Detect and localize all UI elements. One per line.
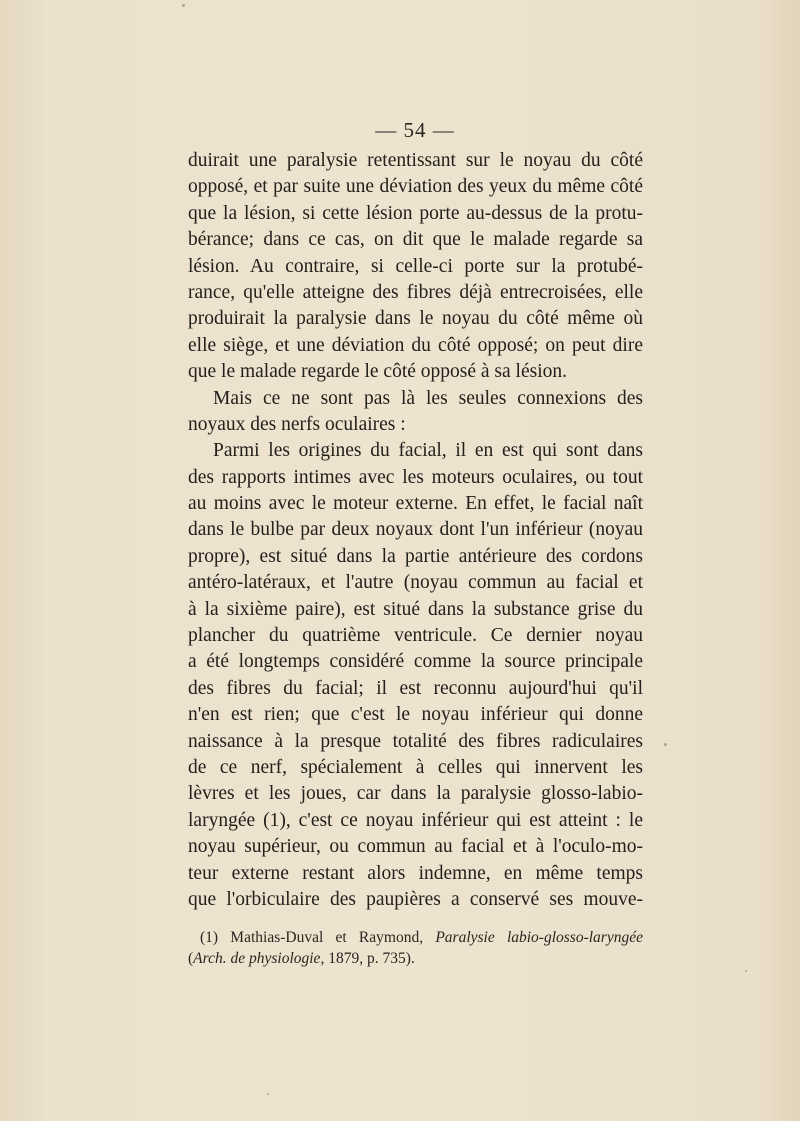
- text-line: dans le bulbe par deux noyaux dont l'un inférieur (noyau: [188, 519, 643, 541]
- paper-speck: [182, 4, 185, 7]
- text-line: n'en est rien; que c'est le noyau inférieur qui donne: [188, 704, 643, 726]
- text-line: teur externe restant alors indemne, en même temps: [188, 862, 643, 884]
- footnote-paren: (: [188, 950, 194, 967]
- footnote-citation: , 1879, p. 735).: [320, 950, 415, 967]
- text-line: que l'orbiculaire des paupières a conservé ses mouve-: [188, 888, 643, 910]
- text-line: à la sixième paire), est situé dans la substance grise du: [188, 598, 643, 620]
- text-line: rance, qu'elle atteigne des fibres déjà entrecroisées, elle: [188, 281, 643, 303]
- footnote-authors: (1) Mathias-Duval et Raymond,: [200, 929, 436, 946]
- text-line: Mais ce ne sont pas là les seules connexions des: [213, 387, 643, 409]
- footnote: [188, 927, 643, 969]
- text-line: noyaux des nerfs oculaires :: [188, 413, 406, 435]
- footnote-line: [188, 927, 643, 948]
- text-line: a été longtemps considéré comme la source principale: [188, 651, 643, 673]
- page-number: — 54 —: [375, 118, 455, 142]
- text-line: au moins avec le moteur externe. En effet, le facial naît: [188, 493, 643, 515]
- paper-speck: [745, 970, 747, 972]
- text-line: elle siège, et une déviation du côté opposé; on peut dire: [188, 334, 643, 356]
- text-line: Parmi les origines du facial, il en est qui sont dans: [213, 440, 643, 462]
- text-line: propre), est situé dans la partie antérieure des cordons: [188, 545, 643, 567]
- text-line: naissance à la presque totalité des fibres radiculaires: [188, 730, 643, 752]
- text-line: plancher du quatrième ventricule. Ce dernier noyau: [188, 625, 643, 647]
- text-line: noyau supérieur, ou commun au facial et à l'oculo-mo-: [188, 836, 643, 858]
- footnote-journal: Arch. de physiologie: [193, 950, 321, 967]
- body-text: [188, 148, 643, 913]
- paper-speck: [267, 1093, 269, 1095]
- text-line: antéro-latéraux, et l'autre (noyau commun au facial et: [188, 572, 643, 594]
- text-line: bérance; dans ce cas, on dit que le malade regarde sa: [188, 229, 643, 251]
- text-line: des fibres du facial; il est reconnu aujourd'hui qu'il: [188, 677, 643, 699]
- text-line: lèvres et les joues, car dans la paralysie glosso-labio-: [188, 783, 643, 805]
- text-line: laryngée (1), c'est ce noyau inférieur qui est atteint : le: [188, 809, 643, 831]
- paper-speck: [664, 743, 667, 746]
- text-line: duirait une paralysie retentissant sur le noyau du côté: [188, 150, 643, 171]
- footnote-line: [188, 948, 643, 969]
- text-line: opposé, et par suite une déviation des yeux du même côté: [188, 176, 643, 198]
- text-line: lésion. Au contraire, si celle-ci porte sur la protubé-: [188, 255, 643, 277]
- text-line: que la lésion, si cette lésion porte au-dessus de la protu-: [188, 202, 643, 224]
- text-line: de ce nerf, spécialement à celles qui innervent les: [188, 756, 643, 778]
- text-line: produirait la paralysie dans le noyau du côté même où: [188, 308, 643, 330]
- footnote-title: Paralysie labio-glosso-laryngée: [435, 929, 643, 946]
- text-line: que le malade regarde le côté opposé à sa lésion.: [188, 361, 568, 383]
- text-line: des rapports intimes avec les moteurs oculaires, ou tout: [188, 466, 643, 488]
